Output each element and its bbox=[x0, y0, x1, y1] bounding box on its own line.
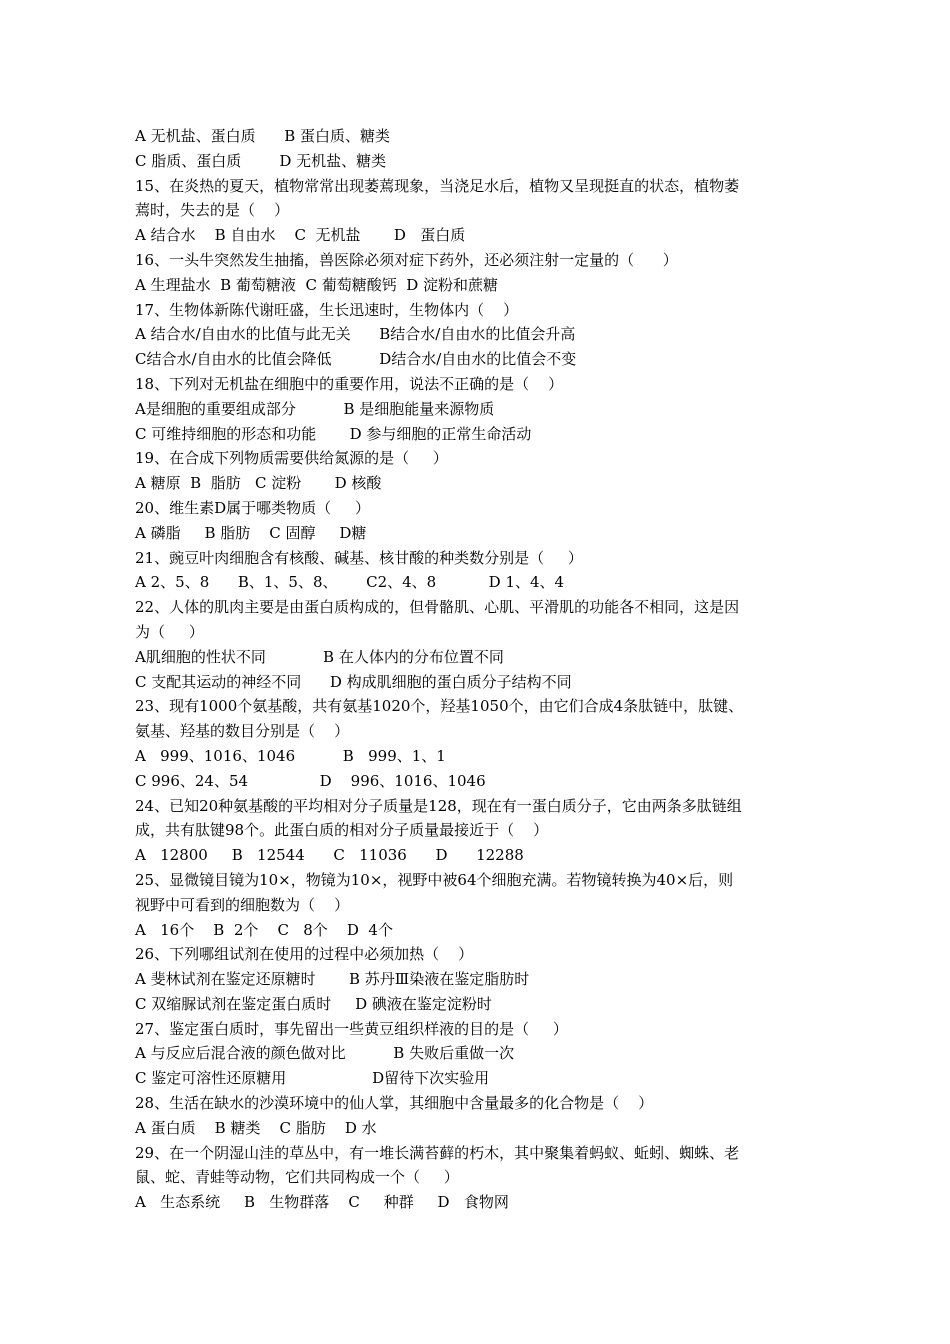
answer-options: A 与反应后混合液的颜色做对比 B 失败后重做一次 bbox=[135, 1044, 515, 1063]
question-18: 18、下列对无机盐在细胞中的重要作用，说法不正确的是（ ） bbox=[135, 374, 564, 393]
text-line: 氨基、羟基的数目分别是（ ） bbox=[135, 722, 350, 741]
document-page bbox=[135, 124, 825, 1215]
text-line: A 无机盐、蛋白质 B 蛋白质、糖类 bbox=[135, 127, 391, 145]
question-22: 22、人体的肌肉主要是由蛋白质构成的，但骨骼肌、心肌、平滑肌的功能各不相同，这是因 bbox=[135, 598, 740, 617]
answer-options: C 鉴定可溶性还原糖用 D留待下次实验用 bbox=[135, 1069, 490, 1088]
text-line: 鼠、蛇、青蛙等动物，它们共同构成一个（ ） bbox=[135, 1168, 459, 1187]
question-27: 27、鉴定蛋白质时，事先留出一些黄豆组织样液的目的是（ ） bbox=[135, 1019, 568, 1038]
question-19: 19、在合成下列物质需要供给氮源的是（ ） bbox=[135, 449, 448, 468]
question-28: 28、生活在缺水的沙漠环境中的仙人掌，其细胞中含量最多的化合物是（ ） bbox=[135, 1094, 654, 1113]
question-24: 24、已知20种氨基酸的平均相对分子质量是128，现在有一蛋白质分子，它由两条多肽链组 bbox=[135, 796, 742, 815]
answer-options: A 磷脂 B 脂肪 C 固醇 D糖 bbox=[135, 523, 367, 542]
question-23: 23、现有1000个氨基酸，共有氨基1020个，羟基1050个，由它们合成4条肽链中，肽键、 bbox=[135, 697, 744, 716]
answer-options: C 可维持细胞的形态和功能 D 参与细胞的正常生命活动 bbox=[135, 424, 532, 443]
question-17: 17、生物体新陈代谢旺盛，生长迅速时，生物体内（ ） bbox=[135, 300, 519, 319]
answer-options: A 12800 B 12544 C 11036 D 12288 bbox=[135, 846, 524, 865]
answer-options: A 2、5、8 B、1、5、8、 C2、4、8 D 1、4、4 bbox=[135, 573, 565, 592]
answer-options: A 999、1016、1046 B 999、1、1 bbox=[135, 746, 446, 765]
answer-options: C 双缩脲试剂在鉴定蛋白质时 D 碘液在鉴定淀粉时 bbox=[135, 994, 492, 1013]
answer-options: A 糖原 B 脂肪 C 淀粉 D 核酸 bbox=[135, 474, 382, 493]
answer-options: C 996、24、54 D 996、1016、1046 bbox=[135, 771, 486, 790]
answer-options: A 结合水 B 自由水 C 无机盐 D 蛋白质 bbox=[135, 226, 466, 245]
question-20: 20、维生素D属于哪类物质（ ） bbox=[135, 498, 370, 517]
answer-options: C结合水/自由水的比值会降低 D结合水/自由水的比值会不变 bbox=[135, 350, 577, 369]
answer-options: A 生理盐水 B 葡萄糖液 C 葡萄糖酸钙 D 淀粉和蔗糖 bbox=[135, 275, 499, 294]
answer-options: C 支配其运动的神经不同 D 构成肌细胞的蛋白质分子结构不同 bbox=[135, 672, 572, 691]
text-line: 视野中可看到的细胞数为（ ） bbox=[135, 895, 350, 914]
answer-options: A 结合水/自由水的比值与此无关 B结合水/自由水的比值会升高 bbox=[135, 325, 576, 344]
text-line: 成，共有肽键98个。此蛋白质的相对分子质量最接近于（ ） bbox=[135, 821, 549, 840]
question-26: 26、下列哪组试剂在使用的过程中必须加热（ ） bbox=[135, 945, 474, 964]
answer-options: A肌细胞的性状不同 B 在人体内的分布位置不同 bbox=[135, 647, 504, 666]
answer-options: A 16个 B 2个 C 8个 D 4个 bbox=[135, 920, 393, 939]
question-21: 21、豌豆叶肉细胞含有核酸、碱基、核甘酸的种类数分别是（ ） bbox=[135, 548, 583, 567]
text-line: 为（ ） bbox=[135, 622, 204, 641]
answer-options: A 斐林试剂在鉴定还原糖时 B 苏丹Ⅲ染液在鉴定脂肪时 bbox=[135, 970, 530, 989]
text-line: C 脂质、蛋白质 D 无机盐、糖类 bbox=[135, 151, 387, 170]
answer-options: A是细胞的重要组成部分 B 是细胞能量来源物质 bbox=[135, 399, 495, 418]
question-15: 15、在炎热的夏天，植物常常出现萎蔫现象，当浇足水后，植物又呈现挺直的状态，植物萎 bbox=[135, 176, 740, 195]
text-line: 蔫时，失去的是（ ） bbox=[135, 201, 290, 220]
question-29: 29、在一个阴湿山洼的草丛中，有一堆长满苔藓的朽木，其中聚集着蚂蚁、蚯蚓、蜘蛛、老 bbox=[135, 1143, 740, 1162]
question-16: 16、一头牛突然发生抽搐，兽医除必须对症下药外，还必须注射一定量的（ ） bbox=[135, 250, 678, 269]
question-25: 25、显微镜目镜为10×，物镜为10×，视野中被64个细胞充满。若物镜转换为40×后，则 bbox=[135, 870, 734, 889]
answer-options: A 蛋白质 B 糖类 C 脂肪 D 水 bbox=[135, 1118, 377, 1137]
answer-options: A 生态系统 B 生物群落 C 种群 D 食物网 bbox=[135, 1193, 509, 1212]
